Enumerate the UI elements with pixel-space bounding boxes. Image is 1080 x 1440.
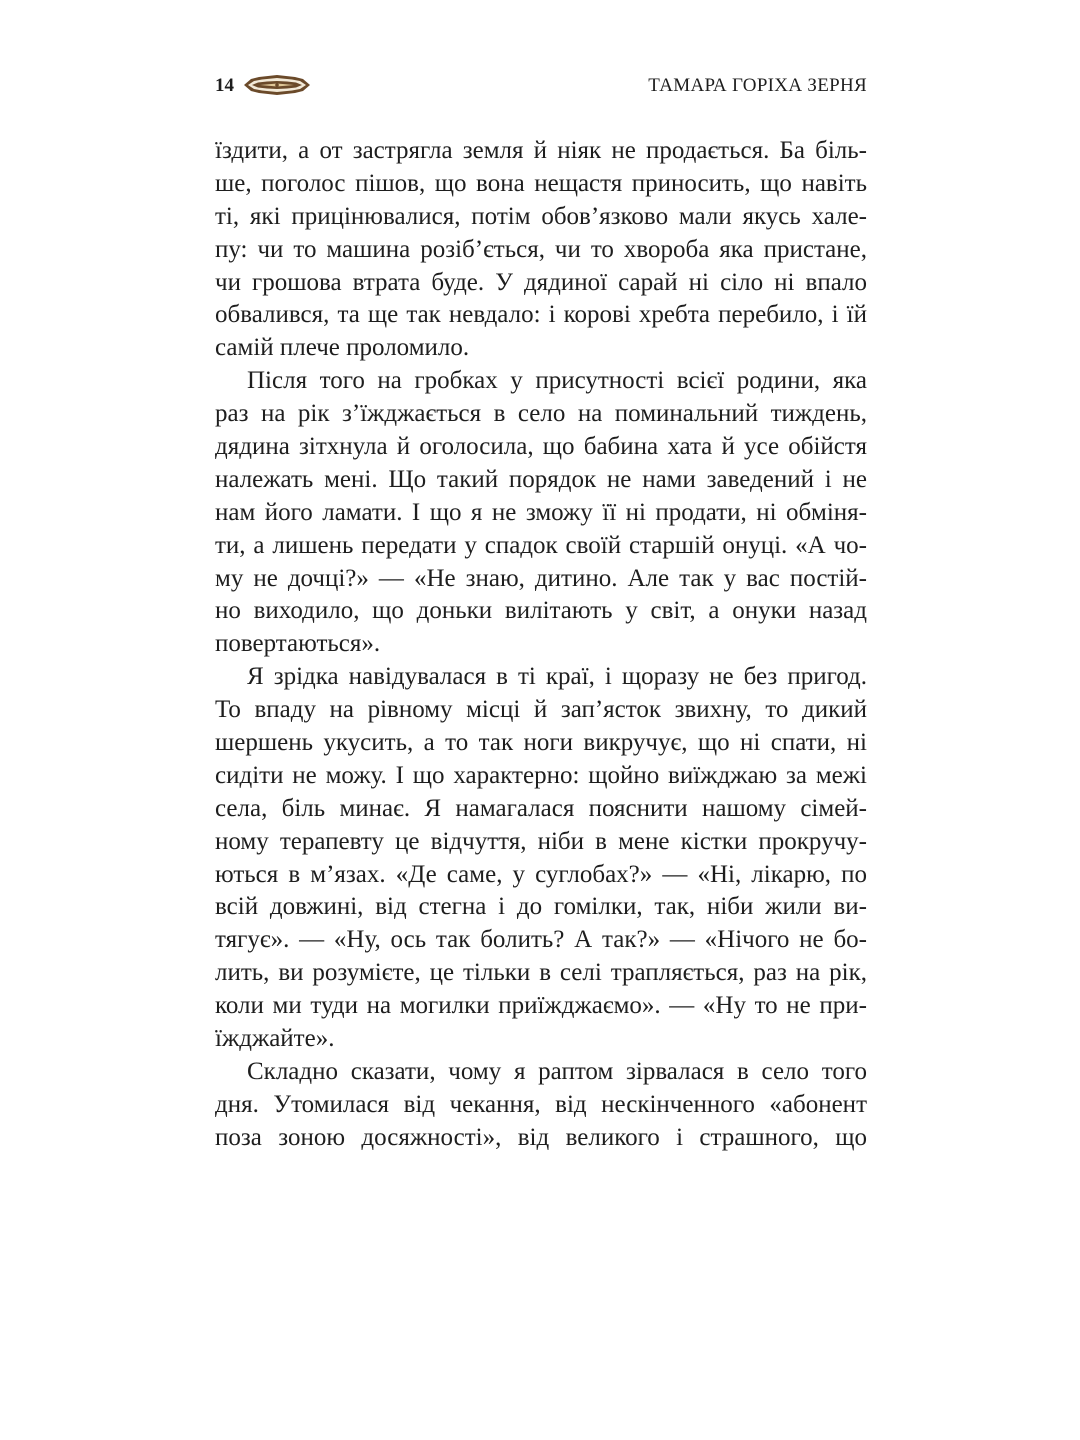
text-line: чи грошова втрата буде. У дядиної сарай ні сіло ні впало: [215, 268, 867, 296]
text-line: самій плече проломило.: [215, 334, 470, 362]
text-line: лить, ви розумієте, це тільки в селі трапляється, раз на рік,: [215, 959, 867, 987]
text-line: Після того на гробках у присутності всієї родини, яка: [247, 367, 867, 395]
page-number: 14: [215, 75, 234, 96]
text-line: повертаються».: [215, 630, 381, 658]
text-line: всій довжині, від стегна і до гомілки, так, ніби жили ви-: [215, 893, 867, 921]
text-line: Складно сказати, чому я раптом зірвалася в село того: [247, 1057, 867, 1085]
text-line: То впаду на рівному місці й зап’ясток звихну, то дикий: [215, 696, 867, 724]
text-line: шершень укусить, а то так ноги викручує, що ні спати, ні: [215, 729, 867, 757]
text-line: тягує». — «Ну, ось так болить? А так?» — «Нічого не бо-: [215, 926, 867, 954]
text-line: коли ми туди на могилки приїжджаємо». — «Ну то не при-: [215, 992, 867, 1020]
page-header: [215, 72, 867, 102]
text-line: обвалився, та ще так невдало: і корові хребта перебило, і їй: [215, 301, 867, 329]
decorative-ornament-icon: [243, 73, 311, 97]
text-line: му не дочці?» — «Не знаю, дитино. Але так у вас постій-: [215, 564, 867, 592]
text-line: села, біль минає. Я намагалася пояснити нашому сімей-: [215, 794, 867, 822]
text-line: но виходило, що доньки вилітають у світ, а онуки назад: [215, 597, 867, 625]
text-line: ше, поголос пішов, що вона нещастя приносить, що навіть: [215, 169, 867, 197]
text-line: Я зрідка навідувалася в ті краї, і щоразу не без пригод.: [247, 663, 867, 691]
text-line: ті, які прицінювалися, потім обов’язково мали якусь хале-: [215, 202, 867, 230]
text-line: нам його ламати. І що я не зможу її ні продати, ні обміня-: [215, 498, 867, 526]
text-line: пу: чи то машина розіб’ється, чи то хвороба яка пристане,: [215, 235, 867, 263]
text-line: поза зоною досяжності», від великого і страшного, що: [215, 1123, 867, 1151]
text-line: належать мені. Що такий порядок не нами заведений і не: [215, 465, 867, 493]
text-line: дня. Утомилася від чекання, від нескінченного «абонент: [215, 1090, 867, 1118]
text-line: їжджайте».: [215, 1025, 335, 1053]
text-line: їздити, а от застрягла земля й ніяк не продається. Ба біль-: [215, 137, 867, 164]
text-line: ються в м’язах. «Де саме, у суглобах?» — «Ні, лікарю, по: [215, 860, 867, 888]
text-line: дядина зітхнула й оголосила, що бабина хата й усе обійстя: [215, 433, 867, 461]
text-line: сидіти не можу. І що характерно: щойно виїжджаю за межі: [215, 761, 867, 789]
text-line: ному терапевту це відчуття, ніби в мене кістки прокручу-: [215, 827, 867, 855]
text-line: ти, а лишень передати у спадок своїй старшій онуці. «А чо-: [215, 531, 867, 559]
text-line: раз на рік з’їжджається в село на поминальний тиждень,: [215, 400, 867, 428]
body-text: [215, 135, 867, 1155]
running-head: ТАМАРА ГОРІХА ЗЕРНЯ: [648, 75, 867, 96]
